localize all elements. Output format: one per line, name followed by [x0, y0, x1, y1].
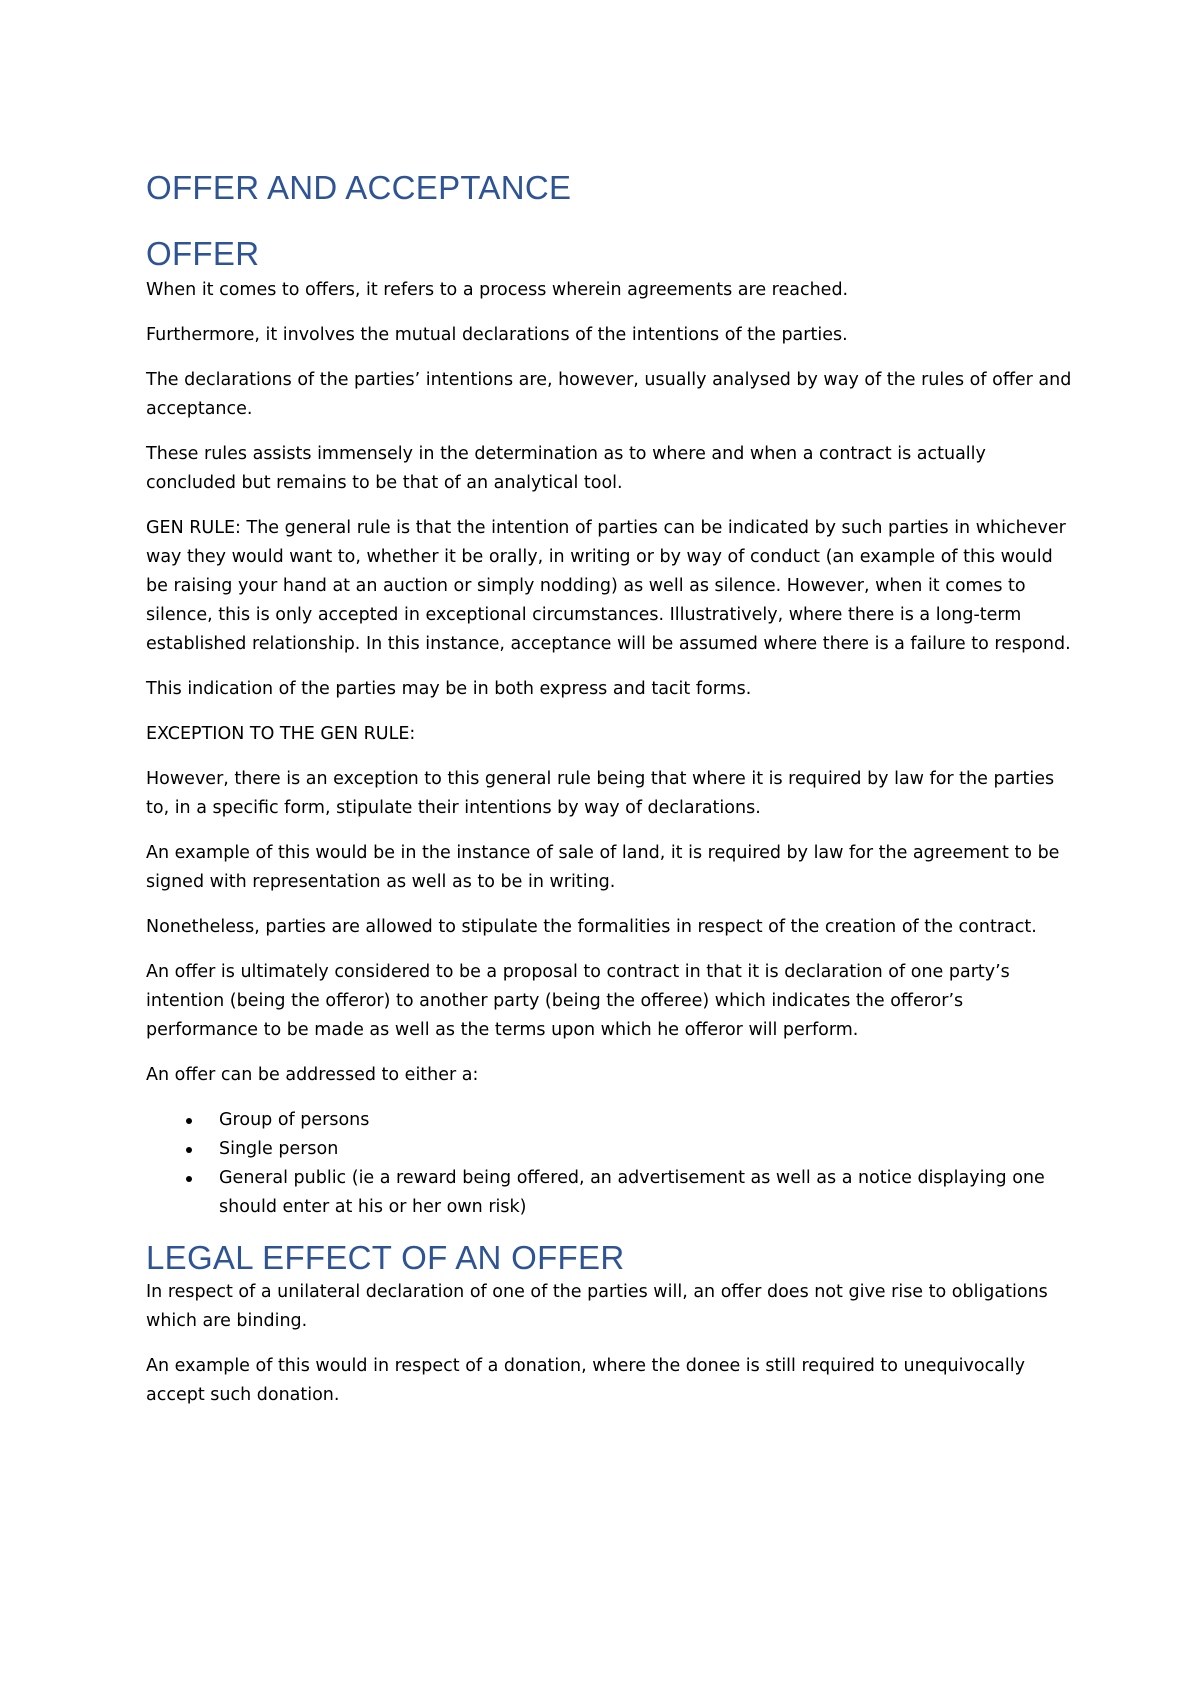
subheading-exception: EXCEPTION TO THE GEN RULE: [146, 724, 416, 744]
paragraph: An offer is ultimately considered to be a proposal to contract in that it is declaration of one party’s intention (being the offeror) to another party (being the offeree) which indicates the offeror’s performance to be made as well as the terms upon which he offeror will perform. [146, 962, 1010, 1040]
paragraph: Nonetheless, parties are allowed to stipulate the formalities in respect of the creation of the contract. [146, 917, 1037, 937]
document-body [146, 168, 1076, 1426]
paragraph: An example of this would be in the instance of sale of land, it is required by law for the agreement to be signed with representation as well as to be in writing. [146, 843, 1060, 892]
section-heading-offer: OFFER [146, 235, 260, 272]
paragraph: However, there is an exception to this general rule being that where it is required by law for the parties to, in a specific form, stipulate their intentions by way of declarations. [146, 769, 1055, 818]
paragraph: An example of this would in respect of a donation, where the donee is still required to unequivocally accept such donation. [146, 1356, 1025, 1405]
list-item [146, 1164, 1076, 1222]
bullet-icon [186, 1176, 192, 1182]
paragraph: In respect of a unilateral declaration of one of the parties will, an offer does not give rise to obligations which are binding. [146, 1282, 1048, 1331]
bullet-icon [186, 1118, 192, 1124]
list-item [146, 1135, 1076, 1164]
paragraph: An offer can be addressed to either a: [146, 1065, 479, 1085]
list-item-text: Group of persons [219, 1110, 370, 1130]
list-item-text: Single person [219, 1139, 339, 1159]
paragraph-gen-rule: GEN RULE: The general rule is that the intention of parties can be indicated by such parties in whichever way they would want to, whether it be orally, in writing or by way of conduct (an example of this would be raising your hand at an auction or simply nodding) as well as silence. However, when it comes to silence, this is only accepted in exceptional circumstances. Illustratively, where there is a long-term established relationship. In this instance, acceptance will be assumed where there is a failure to respond. [146, 518, 1071, 654]
paragraph: The declarations of the parties’ intentions are, however, usually analysed by way of the rules of offer and acceptance. [146, 370, 1072, 419]
bullet-icon [186, 1147, 192, 1153]
paragraph: When it comes to offers, it refers to a process wherein agreements are reached. [146, 280, 849, 300]
paragraph: These rules assists immensely in the determination as to where and when a contract is actually concluded but remains to be that of an analytical tool. [146, 444, 986, 493]
document-title: OFFER AND ACCEPTANCE [146, 169, 572, 206]
paragraph: Furthermore, it involves the mutual declarations of the intentions of the parties. [146, 325, 848, 345]
bullet-list [146, 1106, 1076, 1222]
section-heading-legal-effect: LEGAL EFFECT OF AN OFFER [146, 1239, 625, 1276]
paragraph: This indication of the parties may be in both express and tacit forms. [146, 679, 752, 699]
list-item-text: General public (ie a reward being offered, an advertisement as well as a notice displaying one should enter at his or her own risk) [219, 1168, 1045, 1217]
list-item [146, 1106, 1076, 1135]
